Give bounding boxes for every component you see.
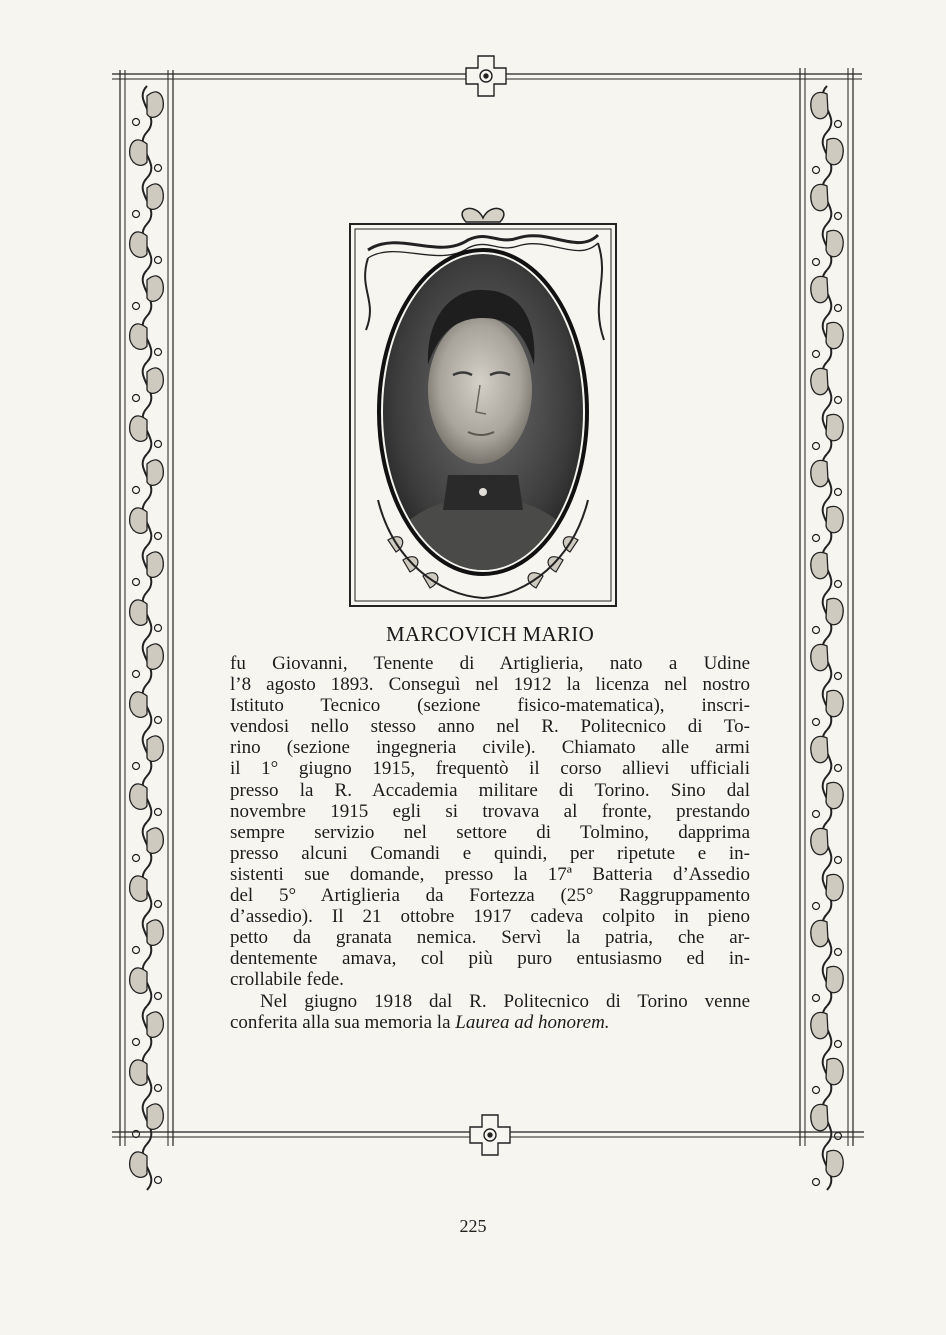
closing-line-honorem [230,1012,750,1033]
vine-ornament-left [130,822,164,914]
body-line: novembre 1915 egli si trovava al fronte, prestando [230,800,750,822]
vine-ornament-left [130,1098,164,1190]
vine-ornament-left [130,178,164,270]
vine-ornament-right [811,638,843,730]
vine-ornament-right [811,822,843,914]
body-line: fu Giovanni, Tenente di Artiglieria, nato a Udine [230,653,750,674]
body-line: presso alcuni Comandi e quindi, per ripetute e in- [230,842,750,864]
vine-ornament-right [811,1098,843,1190]
vine-ornament-left [130,1006,164,1098]
vine-ornament-left [130,454,164,546]
vine-ornament-right [811,546,843,638]
closing-text: conferita alla sua memoria la [230,1011,456,1033]
vine-ornament-left [130,914,164,1006]
entry-name: MARCOVICH MARIO [385,622,595,646]
body-line: rino (sezione ingegneria civile). Chiamato alle armi [230,737,750,759]
entry-body [230,653,750,1033]
body-line: sempre servizio nel settore di Tolmino, dapprima [230,821,750,843]
vine-ornament-left [130,730,164,822]
closing-line: Nel giugno 1918 dal R. Politecnico di Torino venne [260,990,750,1012]
vine-ornament-right [811,362,843,454]
body-line: del 5° Artiglieria da Fortezza (25° Raggruppamento [230,885,750,907]
body-line: l’8 agosto 1893. Conseguì nel 1912 la licenza nel nostro [230,674,750,696]
vine-ornament-left [130,270,164,362]
vine-ornament-right [811,730,843,822]
vine-ornament-right [811,914,843,1006]
vine-ornament-right [811,178,843,270]
body-line: il 1° giugno 1915, frequentò il corso allievi ufficiali [230,758,750,780]
laurea-ad-honorem: Laurea ad honorem. [455,1011,610,1033]
body-line: presso la R. Accademia militare di Torino. Sino dal [230,779,750,801]
vine-ornament-left [130,362,164,454]
body-line: dentemente amava, col più puro entusiasmo ed in- [230,948,750,970]
body-line: d’assedio). Il 21 ottobre 1917 cadeva colpito in pieno [230,906,750,928]
vine-ornament-right [811,454,843,546]
portrait-illustration [348,200,618,608]
portrait-frame [348,200,618,608]
body-line: vendosi nello stesso anno nel R. Politecnico di To- [230,716,750,738]
body-line: Istituto Tecnico (sezione fisico-matematica), inscri- [230,695,750,717]
page-number: 225 [459,1216,487,1236]
vine-ornament-left [130,546,164,638]
body-line: sistenti sue domande, presso la 17ª Batteria d’Assedio [230,863,750,885]
body-line: crollabile fede. [230,969,344,991]
vine-ornament-left [130,638,164,730]
vine-ornament-right [811,1006,843,1098]
vine-ornament-left [130,86,164,178]
vine-ornament-right [811,270,843,362]
body-line: petto da granata nemica. Servì la patria, che ar- [230,927,750,949]
vine-ornament-right [811,86,843,178]
